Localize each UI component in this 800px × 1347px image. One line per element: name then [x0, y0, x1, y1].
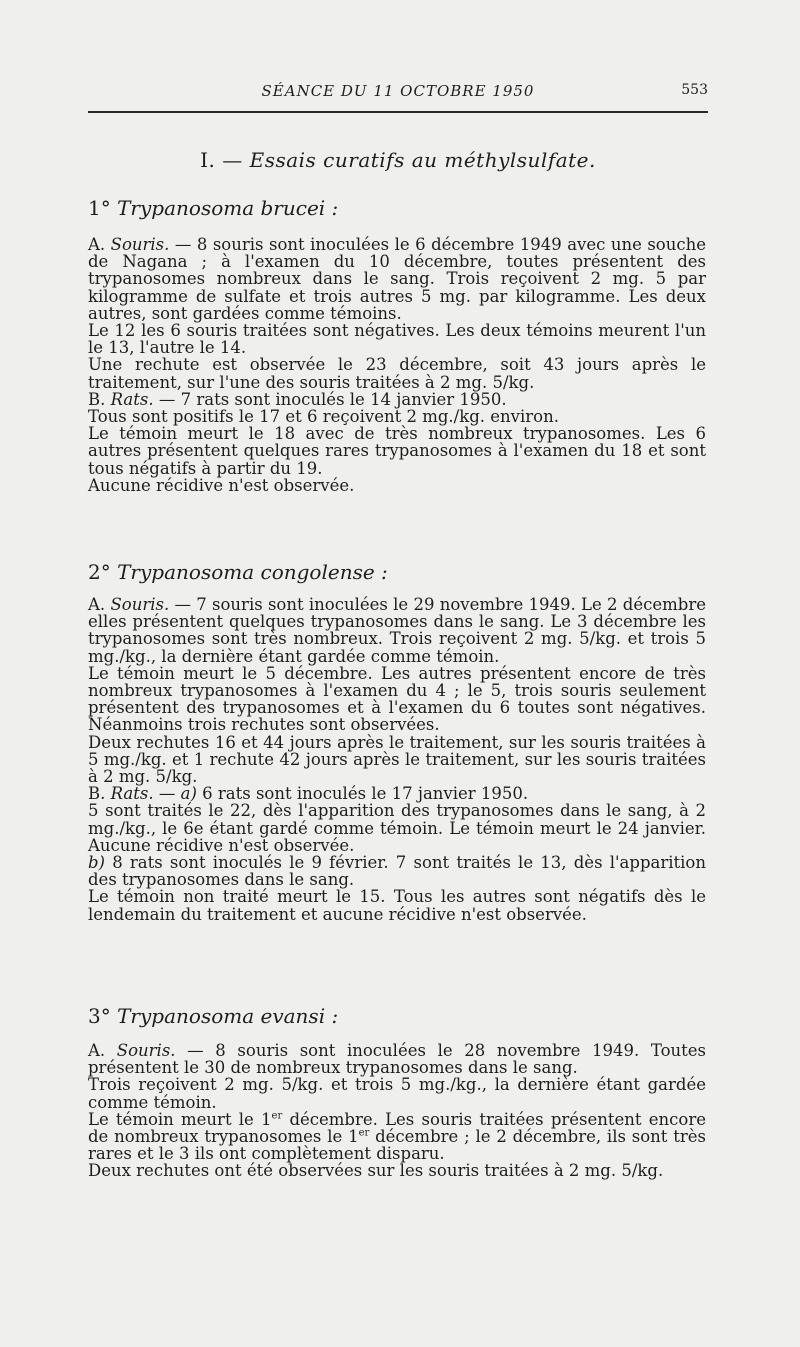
running-title: SÉANCE DU 11 OCTOBRE 1950	[261, 82, 535, 100]
subsection-body-1	[88, 236, 706, 494]
paragraph	[88, 1111, 706, 1163]
paragraph	[88, 236, 706, 322]
paragraph-text: 6 rats sont inoculés le 17 janvier 1950.	[202, 784, 529, 804]
paragraph-text: — 7 souris sont inoculées le 29 novembre 1949. Le 2 décembre elles présentent quelques trypanosomes dans le sang. Le 3 décembre les trypanosomes sont très nombreux. Trois reçoivent 2 mg. 5/kg. et trois 5 mg./kg., la dernière étant gardée comme témoin.	[88, 595, 706, 666]
item-label: B.	[88, 389, 106, 409]
subsection-title: Trypanosoma brucei :	[117, 196, 339, 220]
paragraph: 5 sont traités le 22, dès l'apparition des trypanosomes dans le sang, à 2 mg./kg., le 6e étant gardé comme témoin. Le témoin meurt le 24 janvier. Aucune récidive n'est observée.	[88, 801, 706, 855]
header-rule	[88, 111, 708, 113]
sub-item-label: — a)	[158, 784, 197, 804]
page-number: 553	[681, 82, 708, 98]
subsection-number: 1°	[88, 196, 111, 220]
section-title	[88, 148, 708, 172]
paragraph: Le témoin non traité meurt le 15. Tous les autres sont négatifs dès le lendemain du traitement et aucune récidive n'est observée.	[88, 887, 706, 924]
subsection-body-2	[88, 596, 706, 923]
section-heading: Essais curatifs au méthylsulfate.	[249, 148, 596, 172]
paragraph: Aucune récidive n'est observée.	[88, 475, 355, 495]
subsection-title: Trypanosoma evansi :	[117, 1004, 339, 1028]
item-label: A.	[88, 235, 106, 254]
item-label: A.	[88, 1041, 106, 1060]
paragraph: Le témoin meurt le 18 avec de très nombreux trypanosomes. Les 6 autres présentent quelques rares trypanosomes à l'examen du 18 et sont tous négatifs à partir du 19.	[88, 424, 706, 478]
paragraph: Tous sont positifs le 17 et 6 reçoivent 2 mg./kg. environ.	[88, 407, 559, 427]
subsection-heading-1	[88, 196, 338, 220]
paragraph	[88, 854, 706, 888]
paragraph: Une rechute est observée le 23 décembre, soit 43 jours après le traitement, sur l'une des souris traitées à 2 mg. 5/kg.	[88, 355, 706, 392]
paragraph	[88, 1042, 706, 1076]
sub-item-label: b)	[88, 853, 105, 873]
animal-label: Souris.	[110, 235, 170, 254]
paragraph-text: décembre. Les souris traitées présentent encore de nombreux trypanosomes le 1	[88, 1109, 706, 1147]
page-header	[88, 80, 708, 106]
animal-label: Rats.	[110, 784, 154, 804]
animal-label: Souris.	[116, 1041, 176, 1060]
animal-label: Souris.	[110, 595, 170, 614]
item-label: A.	[88, 595, 106, 614]
paragraph-text: — 8 souris sont inoculées le 28 novembre 1949. Toutes présentent le 30 de nombreux trypanosomes dans le sang.	[88, 1041, 706, 1078]
paragraph-text: 8 rats sont inoculés le 9 février. 7 sont traités le 13, dès l'apparition des trypanosomes dans le sang.	[88, 853, 706, 890]
paragraph: Le témoin meurt le 5 décembre. Les autres présentent encore de très nombreux trypanosomes à l'examen du 4 ; le 5, trois souris seulement présentent des trypanosomes et à l'examen du 6 toutes sont négatives. Néanmoins trois rechutes sont observées.	[88, 663, 706, 735]
paragraph	[88, 785, 706, 802]
superscript: er	[271, 1110, 283, 1122]
paragraph-text: — 8 souris sont inoculées le 6 décembre 1949 avec une souche de Nagana ; à l'examen du 10 décembre, toutes présentent des trypanosomes nombreux dans le sang. Trois reçoivent 2 mg. 5 par kilogramme de sulfate et trois autres 5 mg. par kilogramme. Les deux autres, sont gardées comme témoins.	[88, 235, 706, 323]
subsection-heading-3	[88, 1004, 338, 1028]
subsection-heading-2	[88, 560, 388, 584]
subsection-number: 3°	[88, 1004, 111, 1028]
item-label: B.	[88, 784, 106, 804]
paragraph-text: Le témoin meurt le 1	[88, 1109, 272, 1129]
paragraph: Le 12 les 6 souris traitées sont négatives. Les deux témoins meurent l'un le 13, l'autre le 14.	[88, 321, 706, 358]
paragraph: Deux rechutes ont été observées sur les souris traitées à 2 mg. 5/kg.	[88, 1161, 664, 1181]
animal-label: Rats.	[110, 389, 154, 409]
subsection-body-3	[88, 1042, 706, 1180]
paragraph	[88, 596, 706, 665]
paragraph: Trois reçoivent 2 mg. 5/kg. et trois 5 mg./kg., la dernière étant gardée comme témoin.	[88, 1075, 706, 1112]
paragraph-text: — 7 rats sont inoculés le 14 janvier 1950.	[158, 389, 507, 409]
section-number: I. —	[200, 148, 243, 172]
subsection-title: Trypanosoma congolense :	[117, 560, 388, 584]
paragraph: Deux rechutes 16 et 44 jours après le traitement, sur les souris traitées à 5 mg./kg. et 1 rechute 42 jours après le traitement, sur les souris traitées à 2 mg. 5/kg.	[88, 732, 706, 787]
paragraph	[88, 391, 706, 408]
superscript: er	[358, 1127, 370, 1139]
subsection-number: 2°	[88, 560, 111, 584]
paragraph-text: décembre ; le 2 décembre, ils sont très rares et le 3 ils ont complètement disparu.	[88, 1127, 706, 1164]
